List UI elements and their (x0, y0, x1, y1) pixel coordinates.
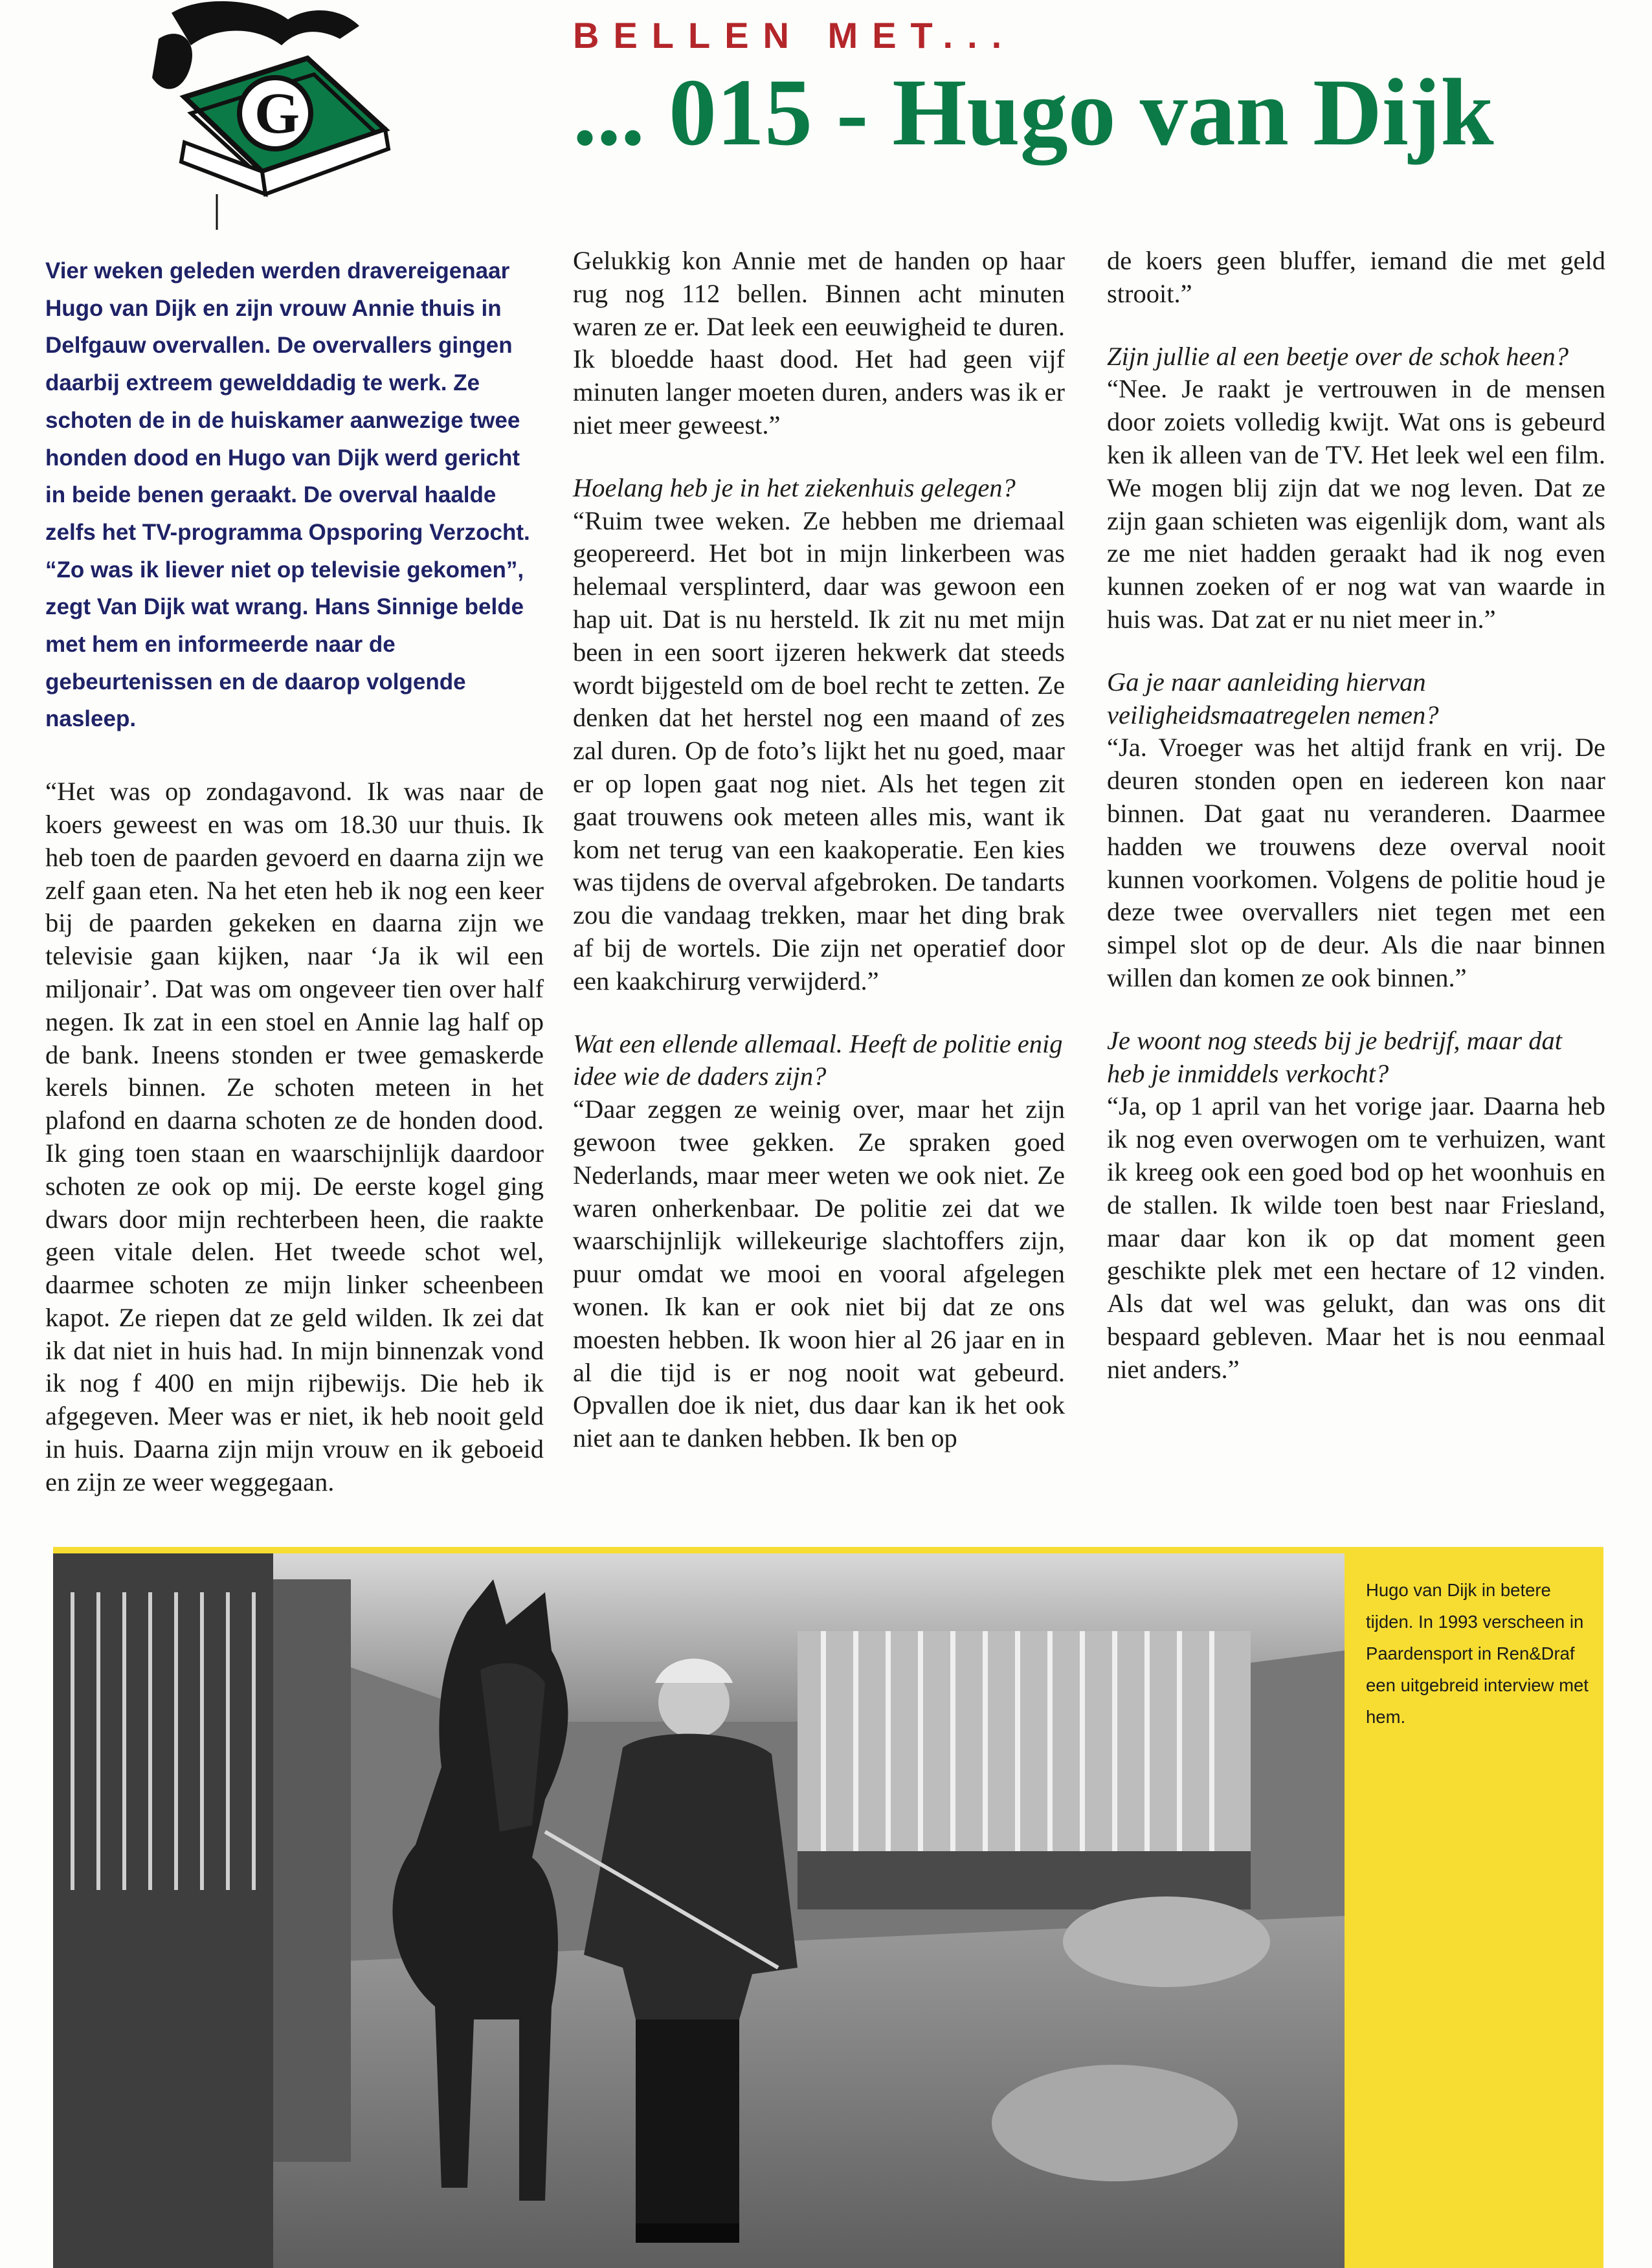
body-paragraph: Gelukkig kon Annie met de handen op haar rug nog 112 bellen. Binnen acht minuten waren ze er. Dat leek een eeuwigheid te duren. Ik bloedde haast dood. Het had geen vijf minuten langer moeten duren, anders was ik er niet meer geweest.” (573, 246, 1065, 439)
interview-question: Ga je naar aanleiding hiervan veiligheidsmaatregelen nemen? (1107, 667, 1439, 729)
photo-caption: Hugo van Dijk in betere tijden. In 1993 verscheen in Paardensport in Ren&Draf een uitgebreid interview met hem. (1366, 1580, 1589, 1727)
photo-illustration (53, 1553, 1345, 2268)
body-paragraph: “Het was op zondagavond. Ik was naar de koers geweest en was om 18.30 uur thuis. Ik heb toen de paarden gevoerd en daarna zijn we zelf gaan eten. Na het eten heb ik nog een keer bij de paarden gekeken en daarna zijn we televisie gaan kijken, naar ‘Ja ik wil een miljonair’. Dat was om ongeveer tien over half negen. Ik zat in een stoel en Annie lag half op de bank. Ineens stonden er twee gemaskerde kerels binnen. Ze schoten meteen in het plafond en daarna schoten ze de honden dood. Ik ging toen staan en waarschijnlijk daardoor schoten ze ook op mij. De eerste kogel ging dwars door mijn rechterbeen heen, die raakte geen vitale delen. Het tweede schot wel, daarmee schoten ze mijn linker scheenbeen kapot. Ze riepen dat ze geld wilden. Ik zei dat ik dat niet in huis had. In mijn binnenzak vond ik nog f 400 en mijn rijbewijs. Die heb ik afgegeven. Meer was er niet, ik heb nooit geld in huis. Daarna zijn mijn vrouw en ik geboeid en zijn ze weer weggegaan. (45, 777, 544, 1496)
interview-question: Wat een ellende allemaal. Heeft de politie enig idee wie de daders zijn? (573, 1028, 1063, 1091)
article-column-2 (573, 245, 1065, 1455)
section-kicker: BELLEN MET... (573, 15, 1016, 56)
magazine-logo (146, 0, 418, 230)
body-paragraph: “Ja, op 1 april van het vorige jaar. Daarna heb ik nog even overwogen om te verhuizen, want ik kreeg ook een goed bod op het woonhuis en de stallen. Ik wilde toen best naar Friesland, maar daar kon ik op dat moment geen geschikte plek met een hectare of 12 vinden. Als dat wel was gelukt, dan was ons dit bespaard gebleven. Maar het is nou eenmaal niet anders.” (1107, 1091, 1605, 1384)
svg-text:G: G (254, 82, 300, 146)
article-column-3 (1107, 245, 1605, 1386)
interview-question: Hoelang heb je in het ziekenhuis gelegen? (573, 472, 1016, 502)
interview-question: Zijn jullie al een beetje over de schok heen? (1107, 341, 1569, 371)
body-paragraph: “Ja. Vroeger was het altijd frank en vrij. De deuren stonden open en iedereen kon naar binnen. Dat gaat nu veranderen. Daarmee hadden we trouwens deze overval nooit kunnen voorkomen. Volgens de politie houd je deze twee overvallers niet tegen met een simpel slot op de deur. Als die naar binnen willen dan komen ze ook binnen.” (1107, 733, 1605, 992)
body-paragraph: “Ruim twee weken. Ze hebben me driemaal geopereerd. Het bot in mijn linkerbeen was helemaal versplinterd, daar was gewoon een hap uit. Dat is nu hersteld. Ik zit nu met mijn been in een soort ijzeren hekwerk dat steeds wordt bijgesteld om de boel recht te zetten. Ze denken dat het herstel nog een maand of zes zal duren. Op de foto’s lijkt het nu goed, maar er op lopen gaat nog niet. Als het tegen zit gaat trouwens ook meteen alles mis, want ik kom net terug van een kaakoperatie. Een kies was tijdens de overval afgebroken. De tandarts zou die vandaag trekken, maar het ding brak af bij de wortels. Die zijn net operatief door een kaakchirurg verwijderd.” (573, 506, 1065, 995)
article-column-1 (45, 245, 544, 1499)
interview-question: Je woont nog steeds bij je bedrijf, maar dat heb je inmiddels verkocht? (1107, 1025, 1563, 1088)
body-paragraph: “Daar zeggen ze weinig over, maar het zijn gewoon twee gekken. Ze spraken goed Nederlands, maar meer weten we ook niet. Ze waren onherkenbaar. De politie zei dat we waarschijnlijk willekeurige slachtoffers zijn, puur omdat we mooi en vooral afgelegen wonen. Ik kan er ook niet bij dat ze ons moesten hebben. Ik woon hier al 26 jaar en in al die tijd is er nog nooit wat gebeurd. Opvallen doe ik niet, dus daar kan ik het ook niet aan te danken hebben. Ik ben op (573, 1095, 1065, 1453)
intro-paragraph: Vier weken geleden werden dravereigenaar Hugo van Dijk en zijn vrouw Annie thuis in Delfgauw overvallen. De overvallers gingen daarbij extreem gewelddadig te werk. Ze schoten de in de huiskamer aanwezige twee honden dood en Hugo van Dijk werd gericht in beide benen geraakt. De overval haalde zelfs het TV-programma Opsporing Verzocht. “Zo was ik liever niet op televisie gekomen”, zegt Van Dijk wat wrang. Hans Sinnige belde met hem en informeerde naar de gebeurtenissen en de daarop volgende nasleep. (45, 258, 530, 732)
body-paragraph: “Nee. Je raakt je vertrouwen in de mensen door zoiets volledig kwijt. Wat ons is gebeurd ken ik alleen van de TV. Het leek wel een film. We mogen blij zijn dat we nog leven. Dat ze zijn gaan schieten was eigenlijk dom, want als ze me niet hadden geraakt had ik nog even kunnen zoeken of er nog wat van waarde in huis was. Dat zat er nu niet meer in.” (1107, 374, 1605, 634)
body-paragraph: de koers geen bluffer, iemand die met geld strooit.” (1107, 246, 1605, 308)
stable-photo (53, 1553, 1345, 2268)
page-title: ... 015 - Hugo van Dijk (573, 60, 1494, 166)
